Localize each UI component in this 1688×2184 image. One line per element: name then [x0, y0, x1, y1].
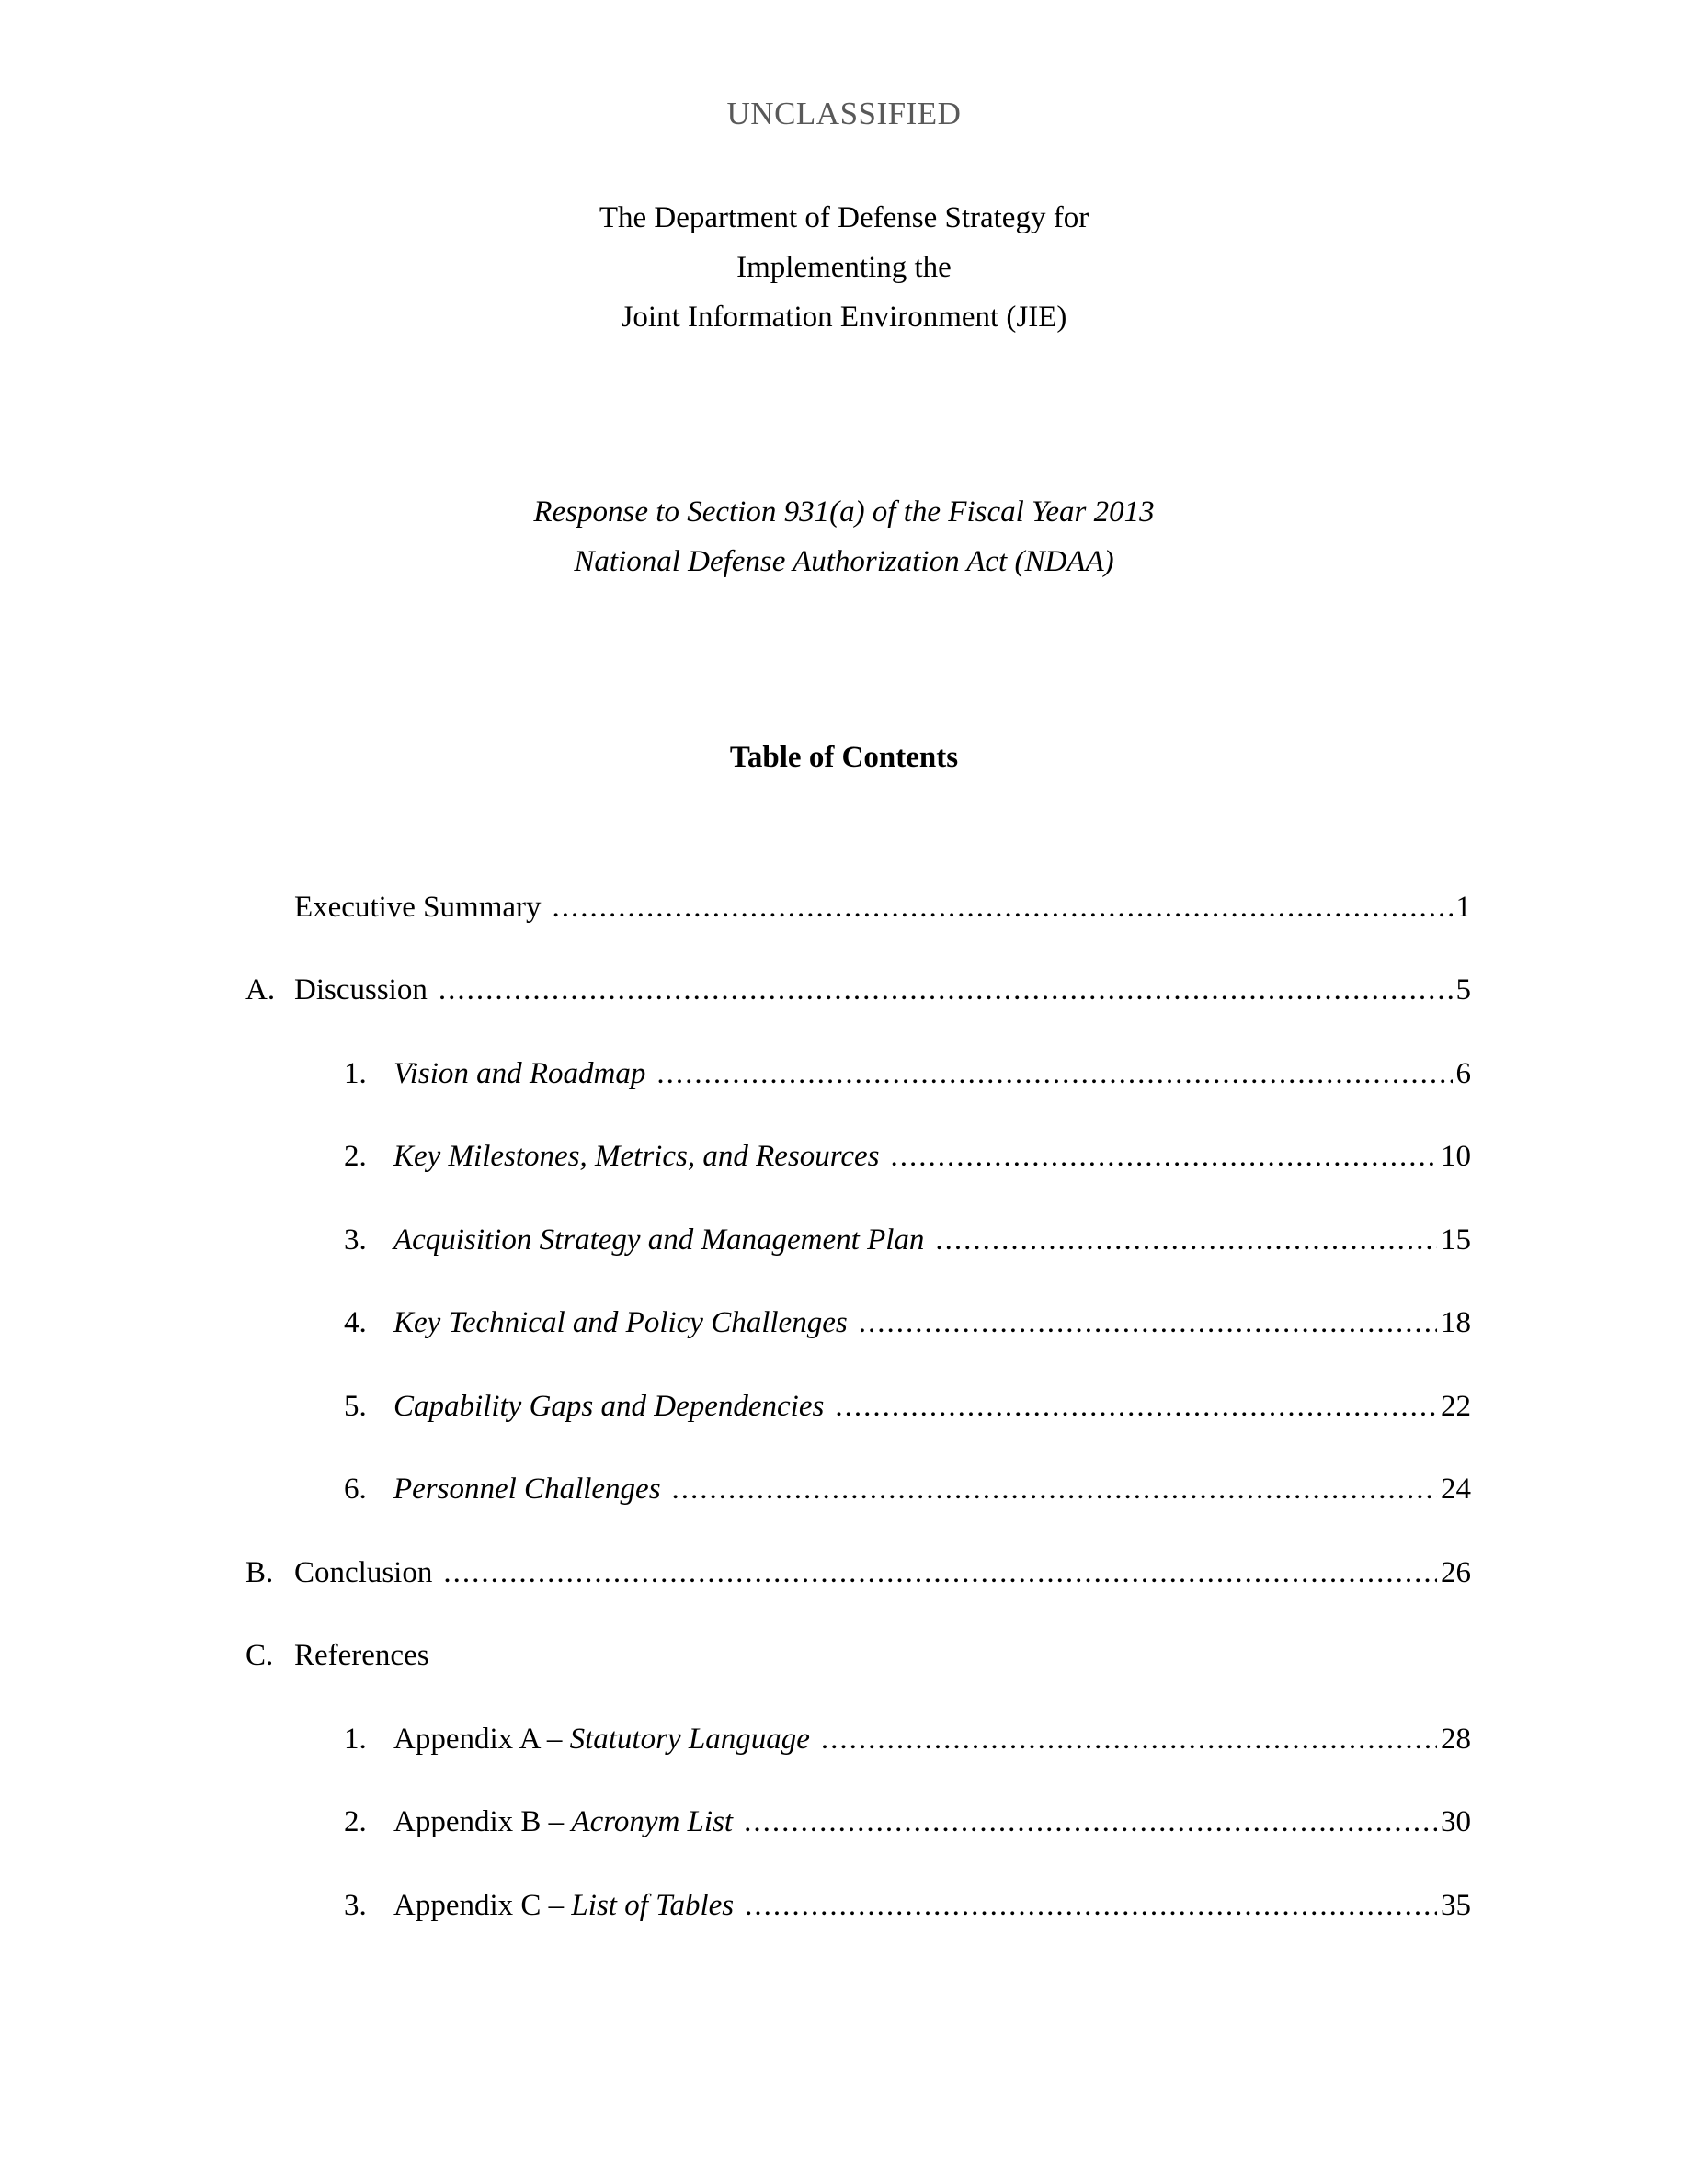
toc-dot-leader — [890, 1136, 1437, 1177]
toc-entry-executive-summary[interactable] — [294, 887, 1471, 927]
toc-marker-c: C. — [245, 1639, 274, 1672]
toc-page-number: 18 — [1441, 1306, 1471, 1339]
toc-marker-1: 1. — [344, 1057, 367, 1090]
subtitle-line-1: Response to Section 931(a) of the Fiscal Year 2013 — [533, 495, 1155, 529]
toc-dot-leader — [821, 1719, 1437, 1759]
toc-marker-2: 2. — [344, 1140, 367, 1173]
toc-dot-leader — [935, 1220, 1437, 1260]
toc-marker-5: 5. — [344, 1390, 367, 1423]
toc-page-number: 5 — [1455, 973, 1471, 1007]
toc-page-number: 30 — [1441, 1805, 1471, 1838]
toc-marker-3: 3. — [344, 1223, 367, 1257]
subtitle-line-2: National Defense Authorization Act (NDAA) — [574, 545, 1114, 578]
toc-dot-leader — [744, 1802, 1437, 1842]
toc-dot-leader — [835, 1386, 1437, 1427]
toc-entry-title: Appendix C – List of Tables — [393, 1889, 735, 1922]
toc-marker-6: 6. — [344, 1473, 367, 1506]
toc-entry-title: Appendix A – Statutory Language — [393, 1723, 810, 1756]
toc-entry-appendix-c[interactable] — [393, 1885, 1471, 1926]
toc-entry-vision-roadmap[interactable] — [393, 1053, 1471, 1094]
toc-entry-personnel-challenges[interactable] — [393, 1469, 1471, 1509]
title-line-2: Implementing the — [736, 251, 952, 284]
toc-entry-capability-gaps[interactable] — [393, 1386, 1471, 1427]
toc-entry-title: Appendix B – Acronym List — [393, 1805, 734, 1838]
toc-entry-title: Vision and Roadmap — [393, 1057, 646, 1090]
classification-marking: UNCLASSIFIED — [726, 96, 962, 131]
toc-entry-title: Key Milestones, Metrics, and Resources — [393, 1140, 880, 1173]
toc-marker-appendix-2: 2. — [344, 1805, 367, 1838]
toc-entry-discussion[interactable] — [294, 970, 1471, 1010]
toc-entry-appendix-a[interactable] — [393, 1719, 1471, 1759]
toc-entry-title: Personnel Challenges — [393, 1473, 661, 1506]
toc-dot-leader — [439, 970, 1453, 1010]
title-line-1: The Department of Defense Strategy for — [599, 201, 1089, 234]
toc-entry-title: Executive Summary — [294, 891, 542, 924]
toc-page-number: 35 — [1441, 1889, 1471, 1922]
toc-page-number: 22 — [1441, 1390, 1471, 1423]
toc-page-number: 28 — [1441, 1723, 1471, 1756]
toc-dot-leader — [745, 1885, 1437, 1926]
toc-marker-appendix-1: 1. — [344, 1723, 367, 1756]
toc-page-number: 1 — [1455, 891, 1471, 924]
toc-page-number: 15 — [1441, 1223, 1471, 1257]
toc-entry-acquisition-strategy[interactable] — [393, 1220, 1471, 1260]
toc-dot-leader — [443, 1553, 1437, 1593]
toc-page-number: 24 — [1441, 1473, 1471, 1506]
toc-entry-title: Acquisition Strategy and Management Plan — [393, 1223, 925, 1257]
toc-entry-title: References — [294, 1639, 429, 1672]
toc-entry-title: Capability Gaps and Dependencies — [393, 1390, 825, 1423]
toc-entry-conclusion[interactable] — [294, 1553, 1471, 1593]
title-line-3: Joint Information Environment (JIE) — [621, 301, 1067, 334]
toc-marker-4: 4. — [344, 1306, 367, 1339]
toc-entry-title: Discussion — [294, 973, 428, 1007]
toc-dot-leader — [553, 887, 1453, 927]
toc-entry-title: Conclusion — [294, 1556, 433, 1589]
toc-page-number: 6 — [1455, 1057, 1471, 1090]
toc-entry-appendix-b[interactable] — [393, 1802, 1471, 1842]
toc-marker-appendix-3: 3. — [344, 1889, 367, 1922]
toc-page-number: 26 — [1441, 1556, 1471, 1589]
toc-marker-b: B. — [245, 1556, 274, 1589]
toc-entry-references[interactable] — [294, 1635, 1471, 1676]
toc-dot-leader — [672, 1469, 1437, 1509]
toc-marker-a: A. — [245, 973, 276, 1007]
toc-entry-technical-policy-challenges[interactable] — [393, 1302, 1471, 1343]
toc-dot-leader — [859, 1302, 1437, 1343]
toc-heading: Table of Contents — [729, 741, 959, 774]
toc-dot-leader — [656, 1053, 1452, 1094]
toc-entry-title: Key Technical and Policy Challenges — [393, 1306, 848, 1339]
toc-entry-key-milestones[interactable] — [393, 1136, 1471, 1177]
toc-page-number: 10 — [1441, 1140, 1471, 1173]
